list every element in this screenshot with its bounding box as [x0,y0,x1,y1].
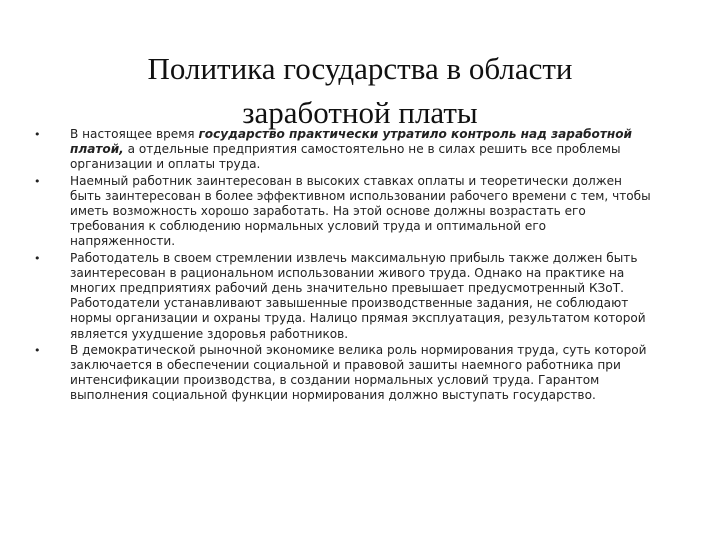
bullet-item-4 [34,343,654,404]
bullet-item-3 [34,251,654,342]
bullet-dot-icon: • [34,343,41,357]
slide-title [60,47,660,135]
bullet-item-1 [34,127,654,173]
bullet-item-1-emphasis: государство практически утратило контроль над заработной платой, [70,127,633,157]
bullet-item-1-text-end: а отдельные предприятия самостоятельно не в силах решить все проблемы организации и оплаты труда. [70,142,621,172]
bullet-item-3-text: Работодатель в своем стремлении извлечь максимальную прибыль также должен быть заинтересован в рациональном использовании живого труда. Однако на практике на многих предприятиях рабочий день значительно превышает предусмотренный КЗоТ. Работодатели устанавливают завышенные производственные задания, не соблюдают нормы организации и охраны труда. Налицо прямая эксплуатация, результатом которой является ухудшение здоровья работников. [70,250,646,341]
bullet-item-2 [34,174,654,250]
bullet-dot-icon: • [34,251,41,265]
bullet-list [34,127,654,405]
slide-title-line-2: заработной платы [242,94,478,130]
bullet-item-4-text: В демократической рыночной экономике велика роль нормирования труда, суть которой заключается в обеспечении социальной и правовой зашиты наемного работника при интенсификации производства, в создании нормальных условий труда. Гарантом выполнения социальной функции нормирования должно выступать государство. [70,342,647,403]
slide-title-line-1: Политика государства в области [147,50,573,86]
bullet-item-2-text: Наемный работник заинтересован в высоких ставках оплаты и теоретически должен быть заинтересован в более эффективном использовании рабочего времени с тем, чтобы иметь возможность хорошо заработать. На этой основе должны возрастать его требования к соблюдению нормальных условий труда и оптимальной его напряженности. [70,173,651,249]
bullet-dot-icon: • [34,128,41,141]
bullet-dot-icon: • [34,174,41,188]
bullet-item-1-text-start: В настоящее время [70,127,199,141]
